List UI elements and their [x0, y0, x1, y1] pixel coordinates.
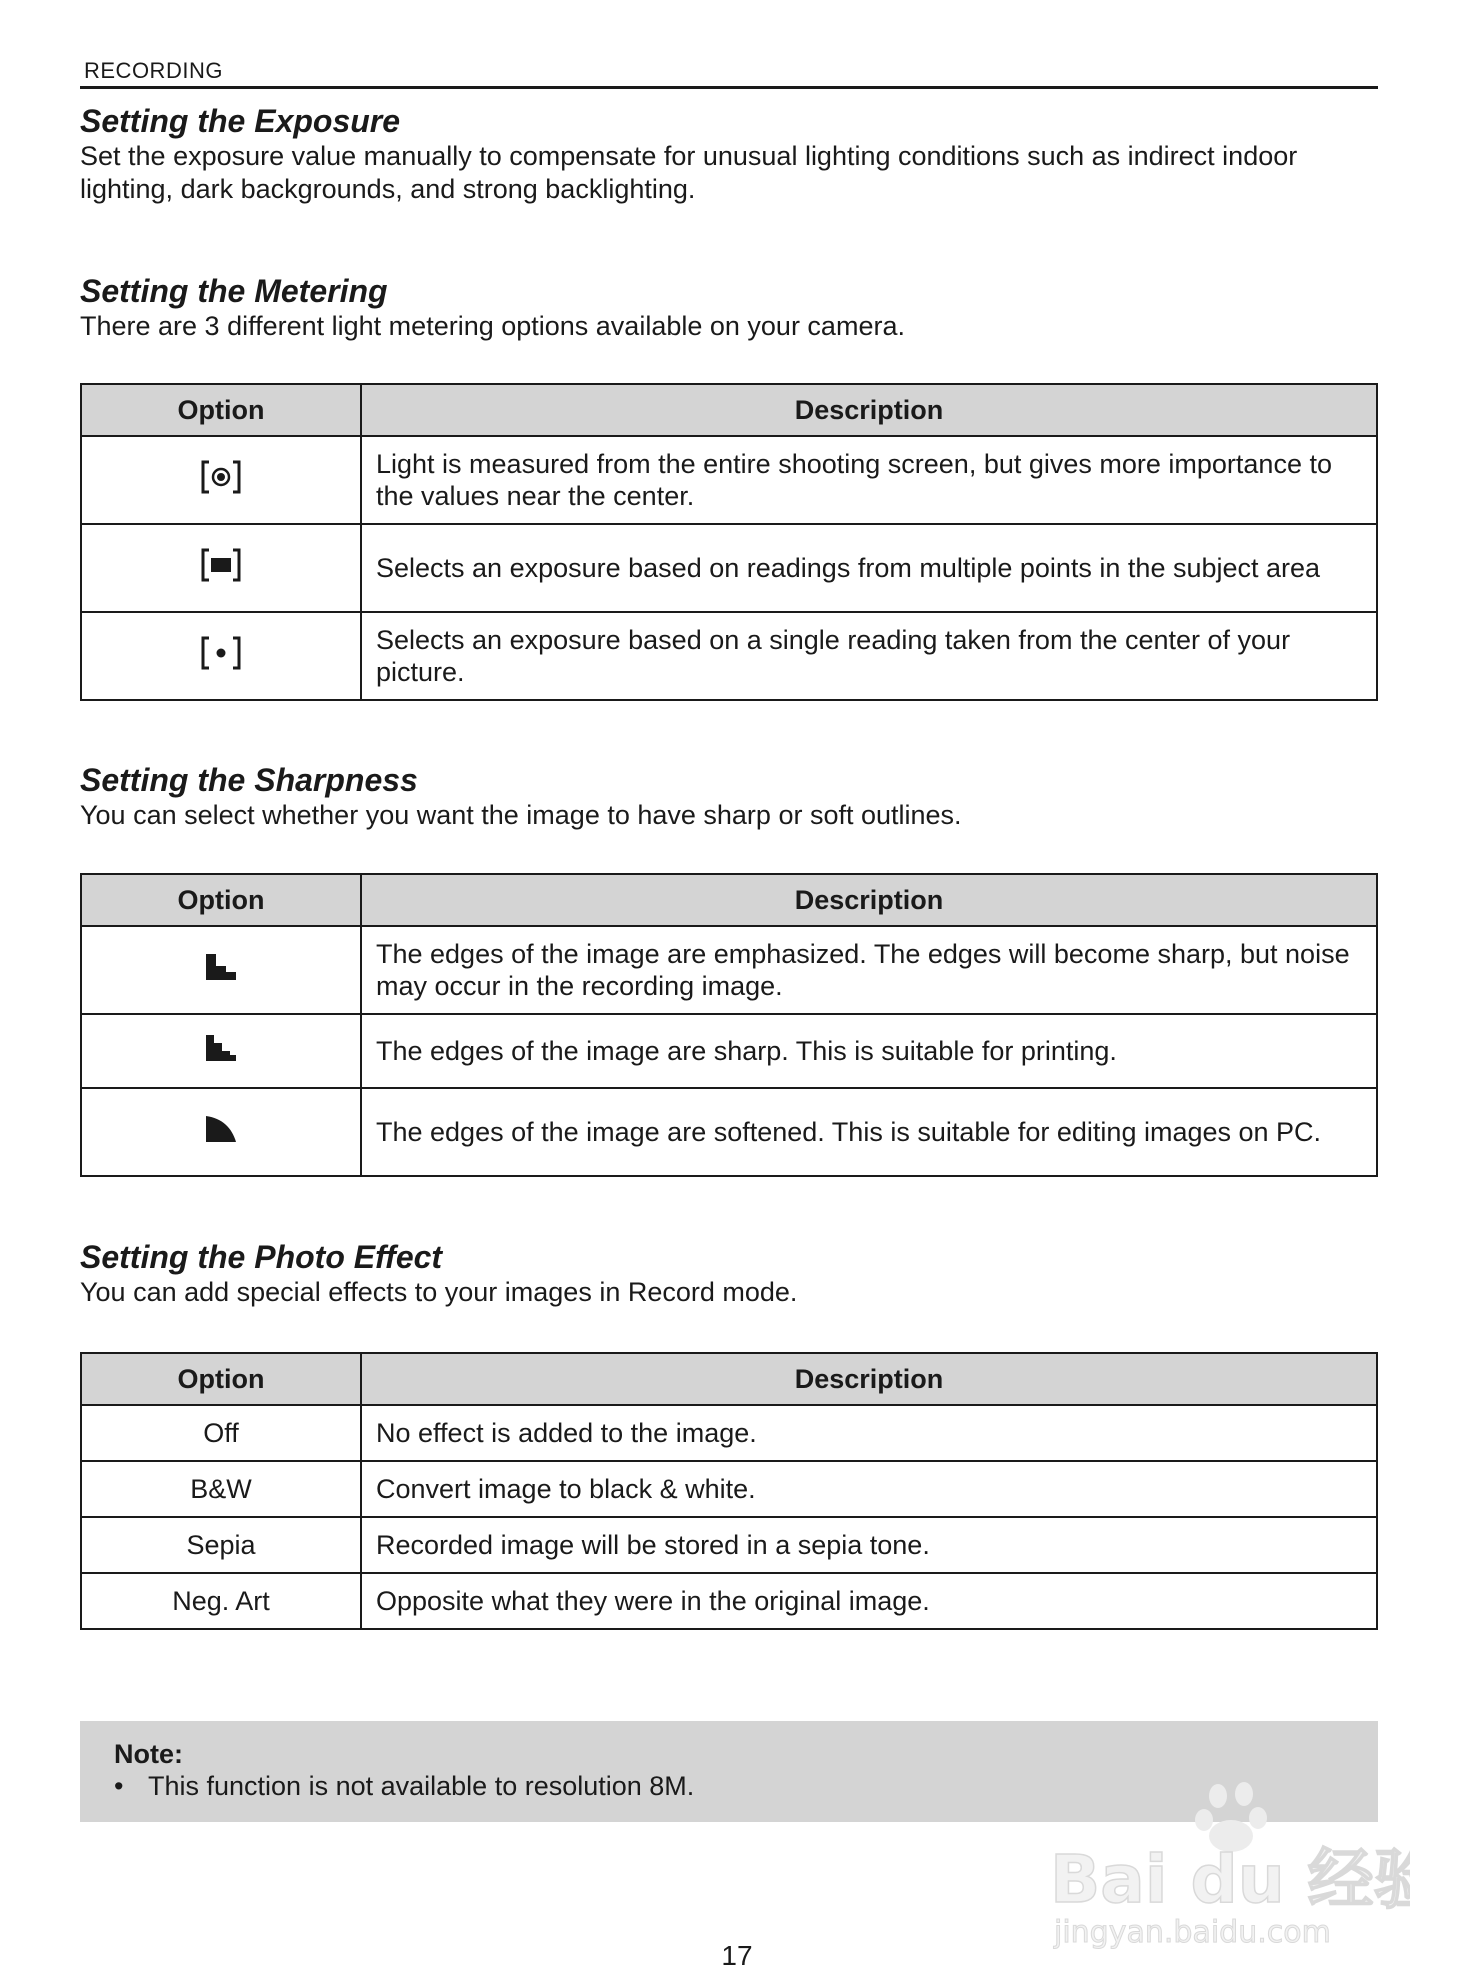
table-row — [81, 926, 1377, 1014]
option-cell: Sepia — [81, 1517, 361, 1573]
description-cell: Recorded image will be stored in a sepia tone. — [361, 1517, 1377, 1573]
bullet: • — [114, 1771, 124, 1801]
sharpness-table — [80, 873, 1378, 1177]
metering-heading: Setting the Metering — [80, 273, 388, 309]
exposure-section — [80, 102, 1378, 206]
column-header-option: Option — [81, 874, 361, 926]
note-title: Note: — [114, 1739, 183, 1769]
multi-metering-icon — [200, 548, 242, 589]
column-header-option: Option — [81, 1353, 361, 1405]
table-row — [81, 612, 1377, 700]
table-row — [81, 436, 1377, 524]
column-header-description: Description — [361, 1353, 1377, 1405]
watermark-brand: Bai du 经验 — [1050, 1841, 1410, 1918]
option-cell: Off — [81, 1405, 361, 1461]
table-row — [81, 1517, 1377, 1573]
description-cell: The edges of the image are softened. This is suitable for editing images on PC. — [361, 1088, 1377, 1176]
table-row — [81, 1573, 1377, 1629]
exposure-body: Set the exposure value manually to compensate for unusual lighting conditions such as indirect indoor lighting, dark backgrounds, and strong backlighting. — [80, 141, 1298, 204]
table-row — [81, 1405, 1377, 1461]
baidu-watermark — [1050, 1780, 1410, 1950]
column-header-description: Description — [361, 384, 1377, 436]
table-header-row — [81, 384, 1377, 436]
running-header: RECORDING — [84, 58, 223, 83]
photo-effect-heading: Setting the Photo Effect — [80, 1239, 443, 1275]
option-cell: B&W — [81, 1461, 361, 1517]
metering-section — [80, 272, 1378, 343]
paw-logo-icon — [1050, 1780, 1410, 1950]
table-row — [81, 524, 1377, 612]
table-header-row — [81, 874, 1377, 926]
column-header-description: Description — [361, 874, 1377, 926]
option-cell — [81, 1088, 361, 1176]
table-row — [81, 1014, 1377, 1088]
option-cell: Neg. Art — [81, 1573, 361, 1629]
note-item-text: This function is not available to resolution 8M. — [148, 1771, 695, 1801]
sharpness-section — [80, 761, 1378, 832]
description-cell: Selects an exposure based on readings from multiple points in the subject area — [361, 524, 1377, 612]
photo-effect-table — [80, 1352, 1378, 1630]
option-cell — [81, 1014, 361, 1088]
watermark-url: jingyan.baidu.com — [1054, 1915, 1331, 1950]
option-cell — [81, 926, 361, 1014]
table-row — [81, 1461, 1377, 1517]
metering-table — [80, 383, 1378, 701]
description-cell: The edges of the image are sharp. This is suitable for printing. — [361, 1014, 1377, 1088]
header-rule — [80, 86, 1378, 89]
description-cell: Convert image to black & white. — [361, 1461, 1377, 1517]
spot-metering-icon — [200, 636, 242, 677]
option-cell — [81, 612, 361, 700]
soft-icon — [204, 1114, 238, 1151]
sharp-icon — [204, 952, 238, 989]
exposure-heading: Setting the Exposure — [80, 103, 401, 139]
option-cell — [81, 524, 361, 612]
photo-effect-section — [80, 1238, 1378, 1309]
sharpness-heading: Setting the Sharpness — [80, 762, 418, 798]
description-cell: Opposite what they were in the original image. — [361, 1573, 1377, 1629]
normal-sharpness-icon — [204, 1033, 238, 1070]
column-header-option: Option — [81, 384, 361, 436]
note-item — [114, 1771, 694, 1802]
description-cell: The edges of the image are emphasized. The edges will become sharp, but noise may occur in the recording image. — [361, 926, 1377, 1014]
description-cell: Light is measured from the entire shooting screen, but gives more importance to the values near the center. — [361, 436, 1377, 524]
page-number: 17 — [721, 1940, 753, 1971]
description-cell: Selects an exposure based on a single reading taken from the center of your picture. — [361, 612, 1377, 700]
photo-effect-intro: You can add special effects to your images in Record mode. — [80, 1277, 798, 1307]
table-row — [81, 1088, 1377, 1176]
table-header-row — [81, 1353, 1377, 1405]
center-weighted-metering-icon — [200, 460, 242, 501]
description-cell: No effect is added to the image. — [361, 1405, 1377, 1461]
option-cell — [81, 436, 361, 524]
metering-intro: There are 3 different light metering options available on your camera. — [80, 311, 905, 341]
sharpness-intro: You can select whether you want the image to have sharp or soft outlines. — [80, 800, 962, 830]
